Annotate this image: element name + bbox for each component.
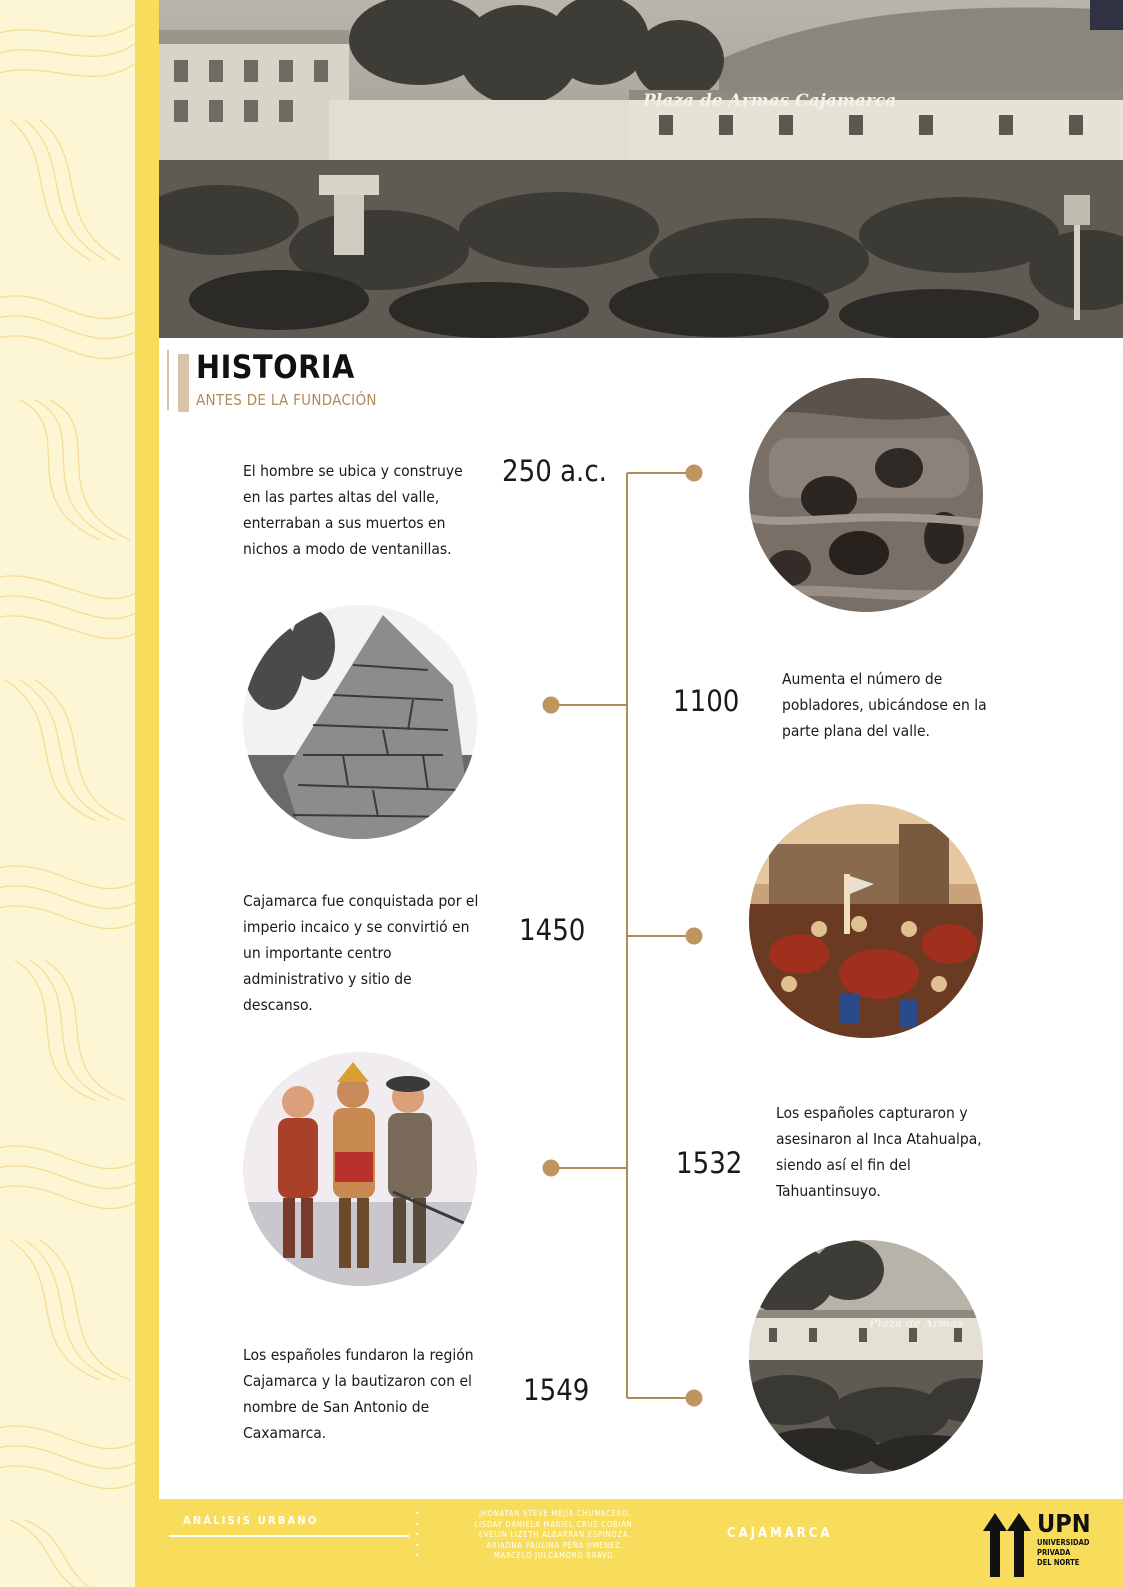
event-5-image-plaza-de-armas bbox=[749, 1240, 983, 1474]
event-1-image-ventanillas bbox=[749, 378, 983, 612]
event-5-description: Los españoles fundaron la región Cajamarca y la bautizaron con el nombre de San Antonio de Caxamarca. bbox=[243, 1346, 474, 1442]
header-photo-sign: Plaza de Armas Cajamarca bbox=[643, 91, 897, 111]
yellow-side-bar bbox=[135, 0, 159, 1587]
event-1-description: El hombre se ubica y construye en las partes altas del valle, enterraban a sus muertos en nichos a modo de ventanillas. bbox=[243, 462, 463, 558]
upn-logo bbox=[979, 1507, 1099, 1581]
title-divider bbox=[167, 350, 169, 410]
timeline-dot-5 bbox=[686, 1390, 703, 1407]
event-3-year: 1450 bbox=[519, 913, 586, 947]
title-accent-bar bbox=[178, 354, 189, 412]
footer-city-label: CAJAMARCA bbox=[727, 1526, 833, 1541]
footer-course-label: ANÁLISIS URBANO bbox=[183, 1514, 319, 1527]
event-4-description: Los españoles capturaron y asesinaron al Inca Atahualpa, siendo así el fin del Tahuantinsuyo. bbox=[776, 1104, 982, 1200]
author-item: • LISDAY DANIELA MARIEL CRUZ COBIÁN. bbox=[421, 1520, 689, 1531]
corner-decoration bbox=[1090, 0, 1123, 30]
event-3-description: Cajamarca fue conquistada por el imperio incaico y se convirtió en un importante centro administrativo y sitio de descanso. bbox=[243, 892, 479, 1014]
event-4-image-conquistadors bbox=[243, 1052, 477, 1286]
footer-divider bbox=[169, 1535, 409, 1537]
decorative-leaf-pattern bbox=[0, 0, 135, 1587]
timeline-dot-2 bbox=[543, 697, 560, 714]
author-item: • JHONATAN STEVE MEJÍA CHUMACERO. bbox=[421, 1509, 689, 1520]
event-2-year: 1100 bbox=[673, 684, 740, 718]
author-item: • EVELIN LIZETH ALBARRAN ESPINOZA. bbox=[421, 1530, 689, 1541]
event-5-photo-sign: Plaza de Armas bbox=[869, 1317, 964, 1330]
event-3-image-inca-painting bbox=[749, 804, 983, 1038]
upn-brand-text: UPN bbox=[1037, 1509, 1091, 1538]
page-title: HISTORIA bbox=[196, 348, 355, 386]
upn-arrows-icon bbox=[979, 1509, 1035, 1579]
timeline-dot-3 bbox=[686, 928, 703, 945]
event-4-year: 1532 bbox=[676, 1146, 743, 1180]
upn-university-name: UNIVERSIDAD PRIVADA DEL NORTE bbox=[1037, 1538, 1090, 1567]
footer-authors-list bbox=[421, 1509, 689, 1562]
event-2-image-stone-wall bbox=[243, 605, 477, 839]
event-5-year: 1549 bbox=[523, 1373, 590, 1407]
header-photo-plaza-de-armas bbox=[159, 0, 1123, 338]
author-item: • ARIADNA PAULINA PEÑA JIMENEZ. bbox=[421, 1541, 689, 1552]
event-1-year: 250 a.c. bbox=[502, 454, 607, 488]
author-item: • MARCELO JULCAMORO BRAVO. bbox=[421, 1551, 689, 1562]
event-2-description: Aumenta el número de pobladores, ubicándose en la parte plana del valle. bbox=[782, 670, 987, 740]
timeline-dot-1 bbox=[686, 465, 703, 482]
timeline-dot-4 bbox=[543, 1160, 560, 1177]
page-subtitle: ANTES DE LA FUNDACIÓN bbox=[196, 391, 377, 409]
